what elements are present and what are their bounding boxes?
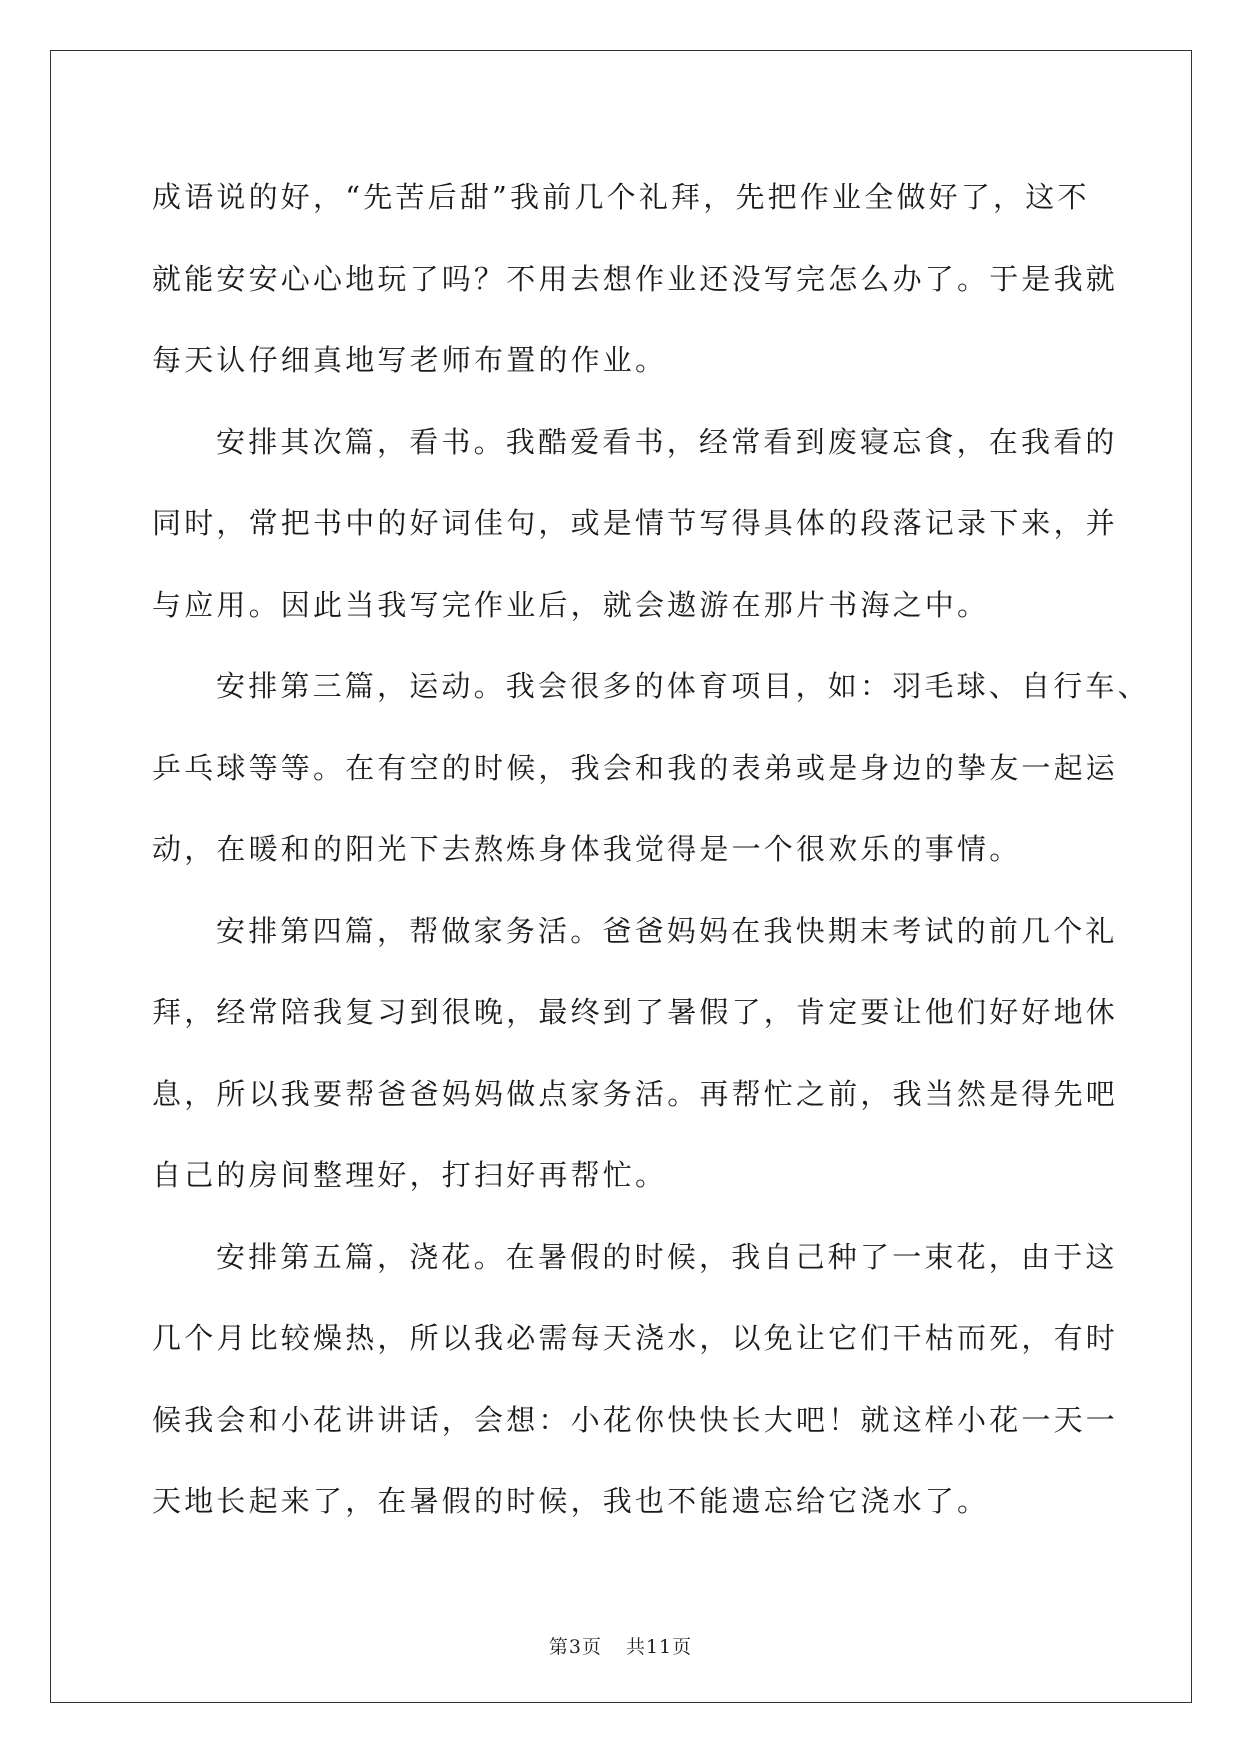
- paragraph-5: [152, 1217, 1119, 1543]
- page-footer: [0, 1632, 1241, 1659]
- text-line: 安排第三篇，运动。我会很多的体育项目，如：羽毛球、自行车、: [216, 669, 1150, 703]
- current-page-number: 第3页: [548, 1636, 602, 1658]
- paragraph-4: [152, 891, 1119, 1217]
- text-line: 几个月比较燥热，所以我必需每天浇水，以免让它们干枯而死，有时: [152, 1321, 1119, 1355]
- text-line: 候我会和小花讲讲话，会想：小花你快快长大吧！就这样小花一天一: [152, 1402, 1119, 1437]
- text-line: 安排其次篇，看书。我酷爱看书，经常看到废寝忘食，在我看的: [216, 424, 1118, 459]
- text-line: 动，在暖和的阳光下去熬炼身体我觉得是一个很欢乐的事情。: [152, 832, 1022, 866]
- text-line: 天地长起来了，在暑假的时候，我也不能遗忘给它浇水了。: [152, 1484, 990, 1518]
- paragraph-1: [152, 157, 1119, 402]
- text-line: 安排第五篇，浇花。在暑假的时候，我自己种了一束花，由于这: [216, 1239, 1118, 1274]
- text-line: 同时，常把书中的好词佳句，或是情节写得具体的段落记录下来，并: [152, 506, 1119, 540]
- text-line: 每天认仔细真地写老师布置的作业。: [152, 343, 668, 377]
- paragraph-2: [152, 402, 1119, 647]
- text-line: 自己的房间整理好，打扫好再帮忙。: [152, 1158, 668, 1192]
- total-page-count: 共11页: [625, 1636, 693, 1658]
- text-line: 息，所以我要帮爸爸妈妈做点家务活。再帮忙之前，我当然是得先吧: [152, 1076, 1119, 1111]
- text-line: 安排第四篇，帮做家务活。爸爸妈妈在我快期末考试的前几个礼: [216, 913, 1118, 948]
- document-body: [152, 157, 1150, 1543]
- paragraph-3: [152, 646, 1150, 891]
- text-line: 拜，经常陪我复习到很晚，最终到了暑假了，肯定要让他们好好地休: [152, 995, 1119, 1029]
- text-line: 就能安安心心地玩了吗？不用去想作业还没写完怎么办了。于是我就: [152, 261, 1119, 296]
- text-line: 与应用。因此当我写完作业后，就会遨游在那片书海之中。: [152, 587, 990, 622]
- text-line: 成语说的好，“先苦后甜”我前几个礼拜，先把作业全做好了，这不: [152, 180, 1090, 214]
- text-line: 乒乓球等等。在有空的时候，我会和我的表弟或是身边的挚友一起运: [152, 750, 1119, 785]
